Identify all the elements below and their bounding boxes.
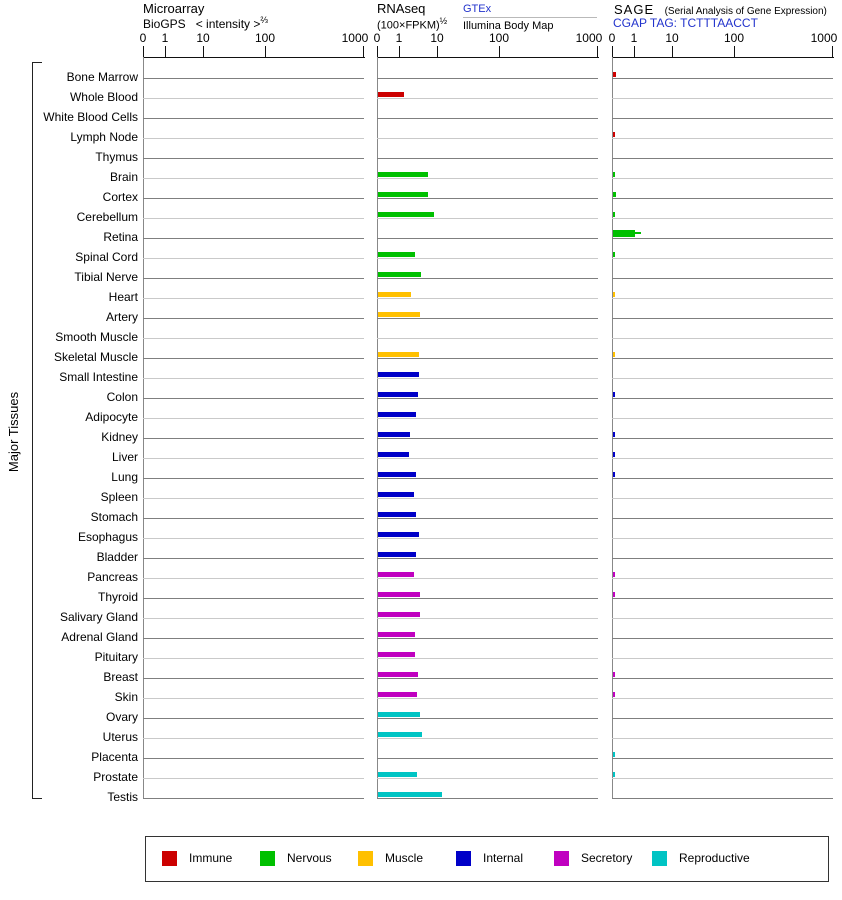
rnaseq-row-gridline [377,118,598,119]
rnaseq-exponent: ½ [439,16,448,26]
tissue-label: Testis [107,790,138,804]
sage-row-gridline [612,318,833,319]
sage-row-gridline [612,298,833,299]
rnaseq-axis-tickmark [377,46,378,57]
sage-bar-nervous [613,252,615,257]
rnaseq-row-gridline [377,698,598,699]
rnaseq-bar-nervous [378,192,428,197]
sage-bar-internal [613,472,615,477]
microarray-panel-title: Microarray [143,1,205,16]
sage-row-gridline [612,518,833,519]
sage-axis-tickmark [612,46,613,57]
tissue-label: Artery [105,310,138,324]
rnaseq-row-gridline [377,178,598,179]
rnaseq-units-label: (100×FPKM) [377,19,440,32]
rnaseq-row-gridline [377,358,598,359]
sage-bar-muscle [613,352,615,357]
sage-row-gridline [612,678,833,679]
tissue-group-legend [145,836,829,882]
secretory-legend-label: Secretory [581,851,633,865]
rnaseq-row-gridline [377,518,598,519]
microarray-row-gridline [143,78,364,79]
sage-axis-tick-label: 100 [723,31,745,45]
rnaseq-source-divider [463,17,597,18]
rnaseq-bar-internal [378,472,416,477]
rnaseq-row-gridline [377,798,598,799]
rnaseq-bar-immune [378,92,404,97]
tissue-bracket-top-arm [32,62,42,63]
microarray-axis-left-border [143,57,144,798]
tissue-label: Retina [103,230,138,244]
sage-row-gridline [612,258,833,259]
sage-row-gridline [612,158,833,159]
tissue-label: Adipocyte [85,410,138,424]
immune-legend-swatch [162,851,177,866]
sage-row-gridline [612,338,833,339]
tissue-label: Prostate [93,770,138,784]
sage-axis-tick-label: 1000 [810,31,838,45]
microarray-axis-line [143,57,365,58]
rnaseq-bar-secretory [378,572,414,577]
rnaseq-row-gridline [377,718,598,719]
sage-row-gridline [612,778,833,779]
sage-row-gridline [612,718,833,719]
tissue-label: Pancreas [87,570,138,584]
rnaseq-row-gridline [377,438,598,439]
rnaseq-row-gridline [377,298,598,299]
tissue-label: Smooth Muscle [55,330,138,344]
nervous-legend-swatch [260,851,275,866]
microarray-row-gridline [143,618,364,619]
microarray-axis-tick-label: 10 [196,31,210,45]
rnaseq-bar-secretory [378,672,418,677]
rnaseq-row-gridline [377,158,598,159]
microarray-row-gridline [143,538,364,539]
tissue-label: Thyroid [97,590,138,604]
sage-bar-nervous [613,212,615,217]
reproductive-legend-label: Reproductive [679,851,750,865]
rnaseq-row-gridline [377,638,598,639]
rnaseq-row-gridline [377,598,598,599]
microarray-row-gridline [143,598,364,599]
microarray-row-gridline [143,218,364,219]
sage-row-gridline [612,238,833,239]
rnaseq-bar-muscle [378,312,420,317]
microarray-row-gridline [143,498,364,499]
microarray-row-gridline [143,778,364,779]
rnaseq-row-gridline [377,98,598,99]
illumina-body-map-label: Illumina Body Map [463,20,554,32]
rnaseq-bar-secretory [378,592,420,597]
sage-bar-reproductive [613,752,615,757]
tissue-label: Pituitary [94,650,138,664]
rnaseq-panel-subtitle [377,16,447,32]
rnaseq-row-gridline [377,538,598,539]
tissue-label: Skin [114,690,138,704]
rnaseq-row-gridline [377,338,598,339]
microarray-row-gridline [143,798,364,799]
tissue-label: Bone Marrow [66,70,138,84]
sage-bar-nervous [613,230,635,237]
tissue-label: Stomach [90,510,138,524]
y-axis-label: Major Tissues [6,391,21,473]
rnaseq-axis-tick-label: 1000 [575,31,603,45]
sage-row-gridline [612,398,833,399]
rnaseq-bar-reproductive [378,712,420,717]
rnaseq-bar-secretory [378,612,420,617]
rnaseq-axis-tickmark [597,46,598,57]
sage-row-gridline [612,78,833,79]
tissue-bracket [32,62,33,799]
microarray-row-gridline [143,258,364,259]
sage-row-gridline [612,458,833,459]
sage-axis-tick-label: 0 [608,31,616,45]
rnaseq-bar-nervous [378,212,434,217]
microarray-row-gridline [143,338,364,339]
microarray-row-gridline [143,458,364,459]
sage-row-gridline [612,438,833,439]
rnaseq-bar-secretory [378,652,415,657]
rnaseq-bar-internal [378,452,409,457]
rnaseq-row-gridline [377,558,598,559]
sage-row-gridline [612,378,833,379]
rnaseq-bar-muscle [378,352,419,357]
rnaseq-row-gridline [377,778,598,779]
sage-bar-internal [613,432,615,437]
nervous-legend-label: Nervous [287,851,332,865]
tissue-label: Liver [111,450,138,464]
sage-row-gridline [612,598,833,599]
sage-row-gridline [612,738,833,739]
microarray-row-gridline [143,98,364,99]
tissue-label: Uterus [102,730,138,744]
microarray-row-gridline [143,738,364,739]
microarray-axis-tick-label: 0 [139,31,147,45]
microarray-axis-tickmark [165,46,166,57]
microarray-row-gridline [143,378,364,379]
tissue-label: Ovary [105,710,138,724]
sage-bar-secretory [613,692,615,697]
microarray-row-gridline [143,698,364,699]
microarray-axis-tickmark [363,46,364,57]
sage-row-gridline [612,618,833,619]
rnaseq-row-gridline [377,278,598,279]
microarray-row-gridline [143,398,364,399]
sage-row-gridline [612,118,833,119]
sage-row-gridline [612,218,833,219]
muscle-legend-swatch [358,851,373,866]
rnaseq-bar-internal [378,552,416,557]
tissue-label: Thymus [95,150,138,164]
rnaseq-axis-tickmark [399,46,400,57]
microarray-row-gridline [143,658,364,659]
sage-panel-title: SAGE [614,2,655,17]
microarray-row-gridline [143,198,364,199]
gtex-link[interactable]: GTEx [463,3,492,15]
rnaseq-row-gridline [377,398,598,399]
sage-row-gridline [612,638,833,639]
rnaseq-row-gridline [377,618,598,619]
tissue-label: Brain [109,170,138,184]
rnaseq-bar-internal [378,432,410,437]
microarray-row-gridline [143,298,364,299]
rnaseq-bar-internal [378,392,418,397]
rnaseq-row-gridline [377,738,598,739]
microarray-row-gridline [143,278,364,279]
microarray-row-gridline [143,158,364,159]
sage-row-gridline [612,178,833,179]
microarray-row-gridline [143,478,364,479]
rnaseq-row-gridline [377,218,598,219]
rnaseq-row-gridline [377,578,598,579]
microarray-row-gridline [143,558,364,559]
microarray-row-gridline [143,238,364,239]
sage-row-gridline [612,98,833,99]
microarray-row-gridline [143,578,364,579]
tissue-label: Whole Blood [69,90,138,104]
rnaseq-axis-tick-label: 10 [430,31,444,45]
rnaseq-bar-secretory [378,632,415,637]
sage-row-gridline [612,418,833,419]
rnaseq-axis-tick-label: 1 [395,31,403,45]
sage-bar-nervous [613,192,616,197]
sage-bar-internal [613,392,615,397]
rnaseq-row-gridline [377,458,598,459]
tissue-label: Kidney [101,430,138,444]
rnaseq-row-gridline [377,418,598,419]
tissue-label: Colon [106,390,138,404]
microarray-exponent: ⅔ [260,15,268,25]
microarray-source-label: BioGPS [143,17,186,31]
microarray-axis-tick-label: 100 [254,31,276,45]
sage-row-gridline [612,498,833,499]
sage-bar-muscle [613,292,615,297]
microarray-row-gridline [143,718,364,719]
rnaseq-axis-tickmark [437,46,438,57]
rnaseq-bar-nervous [378,252,415,257]
rnaseq-panel-title: RNAseq [377,1,426,16]
sage-axis-tickmark [672,46,673,57]
microarray-row-gridline [143,118,364,119]
rnaseq-row-gridline [377,258,598,259]
internal-legend-label: Internal [483,851,524,865]
sage-axis-line [612,57,834,58]
rnaseq-bar-internal [378,532,419,537]
sage-bar-reproductive [613,772,615,777]
tissue-label: Heart [108,290,138,304]
sage-axis-tick-label: 10 [665,31,679,45]
tissue-label: Placenta [91,750,138,764]
microarray-row-gridline [143,358,364,359]
sage-row-gridline [612,578,833,579]
sage-row-gridline [612,698,833,699]
sage-axis-tickmark [832,46,833,57]
tissue-label: Small Intestine [59,370,138,384]
tissue-label: Spleen [100,490,138,504]
sage-row-gridline [612,138,833,139]
rnaseq-axis-left-border [377,57,378,798]
microarray-panel-subtitle [143,15,268,31]
rnaseq-row-gridline [377,238,598,239]
sage-panel-title-note: (Serial Analysis of Gene Expression) [664,6,827,17]
reproductive-legend-swatch [652,851,667,866]
sage-row-gridline [612,658,833,659]
microarray-row-gridline [143,178,364,179]
rnaseq-bar-secretory [378,692,417,697]
tissue-label: Lung [111,470,138,484]
microarray-row-gridline [143,418,364,419]
rnaseq-bar-internal [378,372,419,377]
sage-axis-tick-label: 1 [630,31,638,45]
sage-row-gridline [612,358,833,359]
tissue-label: Cerebellum [76,210,138,224]
microarray-row-gridline [143,518,364,519]
rnaseq-bar-nervous [378,272,421,277]
microarray-row-gridline [143,318,364,319]
tissue-label: Cortex [102,190,138,204]
sage-bar-immune [613,132,615,137]
rnaseq-row-gridline [377,758,598,759]
tissue-label: Salivary Gland [59,610,138,624]
microarray-row-gridline [143,678,364,679]
tissue-label: White Blood Cells [43,110,138,124]
rnaseq-row-gridline [377,78,598,79]
sage-axis-tickmark [634,46,635,57]
sage-bar-secretory [613,592,615,597]
sage-bar-internal [613,452,615,457]
tissue-label: Bladder [96,550,138,564]
microarray-row-gridline [143,138,364,139]
rnaseq-row-gridline [377,318,598,319]
microarray-axis-tick-label: 1 [161,31,169,45]
sage-row-gridline [612,558,833,559]
tissue-label: Lymph Node [70,130,138,144]
cgap-tag-link[interactable]: CGAP TAG: TCTTTAACCT [613,16,758,30]
rnaseq-row-gridline [377,678,598,679]
sage-bar-immune [613,72,616,77]
sage-bar-secretory [613,572,615,577]
tissue-label: Tibial Nerve [74,270,138,284]
sage-axis-left-border [612,57,613,798]
sage-row-gridline [612,198,833,199]
secretory-legend-swatch [554,851,569,866]
microarray-row-gridline [143,438,364,439]
microarray-row-gridline [143,758,364,759]
rnaseq-axis-tick-label: 0 [373,31,381,45]
microarray-row-gridline [143,638,364,639]
sage-row-gridline [612,798,833,799]
sage-bar-nervous [613,172,615,177]
rnaseq-bar-reproductive [378,772,417,777]
sage-axis-tickmark [734,46,735,57]
rnaseq-row-gridline [377,378,598,379]
rnaseq-bar-reproductive [378,792,442,797]
rnaseq-axis-line [377,57,599,58]
microarray-axis-tick-label: 1000 [341,31,369,45]
tissue-label: Breast [103,670,138,684]
rnaseq-row-gridline [377,198,598,199]
rnaseq-axis-tickmark [499,46,500,57]
rnaseq-bar-internal [378,492,414,497]
rnaseq-axis-tick-label: 100 [488,31,510,45]
rnaseq-bar-internal [378,412,416,417]
muscle-legend-label: Muscle [385,851,424,865]
microarray-axis-tickmark [203,46,204,57]
microarray-axis-tickmark [265,46,266,57]
sage-row-gridline [612,478,833,479]
sage-bar-secretory [613,672,615,677]
tissue-label: Esophagus [77,530,138,544]
tissue-label: Adrenal Gland [61,630,138,644]
rnaseq-bar-muscle [378,292,411,297]
sage-row-gridline [612,278,833,279]
microarray-axis-tickmark [143,46,144,57]
rnaseq-bar-nervous [378,172,428,177]
rnaseq-row-gridline [377,498,598,499]
sage-row-gridline [612,538,833,539]
rnaseq-row-gridline [377,478,598,479]
internal-legend-swatch [456,851,471,866]
tissue-label: Skeletal Muscle [53,350,138,364]
rnaseq-row-gridline [377,138,598,139]
rnaseq-bar-reproductive [378,732,422,737]
sage-row-gridline [612,758,833,759]
tissue-label: Spinal Cord [75,250,138,264]
rnaseq-bar-internal [378,512,416,517]
rnaseq-row-gridline [377,658,598,659]
immune-legend-label: Immune [189,851,233,865]
sage-bar-whisker [635,232,641,234]
microarray-intensity-label: < intensity > [195,17,261,31]
